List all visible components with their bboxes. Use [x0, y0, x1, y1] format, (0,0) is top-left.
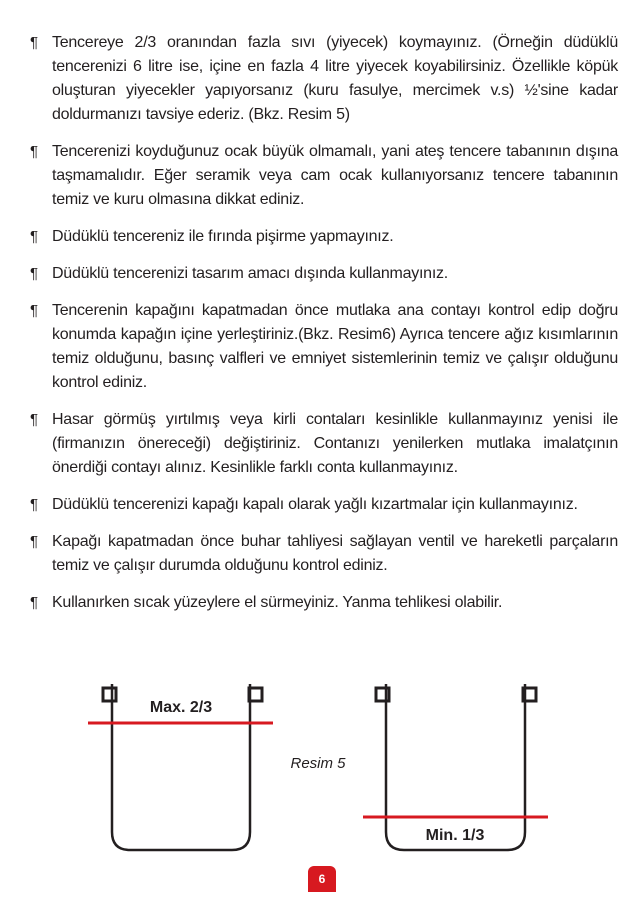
instruction-text: Kullanırken sıcak yüzeylere el sürmeyiniz. Yanma tehlikesi olabilir.: [52, 594, 503, 611]
min-label: Min. 1/3: [425, 827, 485, 844]
pot-handle-left: [103, 688, 116, 701]
page-number: 6: [308, 866, 336, 892]
pot-body: [386, 684, 525, 850]
pot-min-illustration: [363, 684, 548, 850]
list-item: [30, 140, 618, 212]
list-item: [30, 31, 618, 127]
pilcrow-bullet: ¶: [30, 496, 39, 513]
instruction-text: Tencereye 2/3 oranından fazla sıvı (yiyecek) koymayınız. (Örneğin düdüklü tencerenizi 6 litre ise, içine en fazla 4 litre yiyecek koyabilirsiniz. Özellikle köpük oluşturan yiyecekler yapıyorsanız (kuru fasulye, mercimek v.s) ½'sine kadar doldurmanızı tavsiye ederiz. (Bkz. Resim 5): [52, 34, 618, 123]
instruction-text: Düdüklü tencerenizi tasarım amacı dışında kullanmayınız.: [52, 265, 448, 282]
pilcrow-bullet: ¶: [30, 143, 39, 160]
pilcrow-bullet: ¶: [30, 302, 39, 319]
pilcrow-bullet: ¶: [30, 228, 39, 245]
instruction-text: Tencerenizi koyduğunuz ocak büyük olmamalı, yani ateş tencere tabanının dışına taşmamalıdır. Eğer seramik veya cam ocak kullanıyorsanız tencere tabanının temiz ve kuru olmasına dikkat ediniz.: [52, 143, 618, 208]
instruction-text: Düdüklü tencereniz ile fırında pişirme yapmayınız.: [52, 228, 394, 245]
pilcrow-bullet: ¶: [30, 411, 39, 428]
instruction-text: Düdüklü tencerenizi kapağı kapalı olarak yağlı kızartmalar için kullanmayınız.: [52, 496, 578, 513]
pilcrow-bullet: ¶: [30, 533, 39, 550]
instruction-list: [30, 31, 618, 628]
list-item: [30, 591, 618, 615]
figure-caption: Resim 5: [290, 755, 346, 772]
max-label: Max. 2/3: [149, 699, 213, 716]
instruction-text: Hasar görmüş yırtılmış veya kirli contaları kesinlikle kullanmayınız yenisi ile (firmanızın önereceği) değiştiriniz. Contanızı yenilerken mutlaka imalatçının önerdiği contayı alınız. Kesinlikle farklı conta kullanmayınız.: [52, 411, 618, 476]
list-item: [30, 262, 618, 286]
pilcrow-bullet: ¶: [30, 34, 39, 51]
list-item: [30, 493, 618, 517]
list-item: [30, 225, 618, 249]
instruction-text: Kapağı kapatmadan önce buhar tahliyesi sağlayan ventil ve hareketli parçaların temiz ve çalışır durumda olduğunu kontrol ediniz.: [52, 533, 618, 574]
list-item: [30, 530, 618, 578]
pilcrow-bullet: ¶: [30, 265, 39, 282]
instruction-text: Tencerenin kapağını kapatmadan önce mutlaka ana contayı kontrol edip doğru konumda kapağın içine yerleştiriniz.(Bkz. Resim6) Ayrıca tencere ağız kısımlarının temiz olduğunu, basınç valfleri ve emniyet sistemlerinin temiz ve çalışır olduğunu kontrol ediniz.: [52, 302, 618, 391]
pilcrow-bullet: ¶: [30, 594, 39, 611]
list-item: [30, 299, 618, 395]
pot-max-illustration: [88, 684, 273, 850]
pot-fill-figure: [0, 665, 638, 865]
list-item: [30, 408, 618, 480]
